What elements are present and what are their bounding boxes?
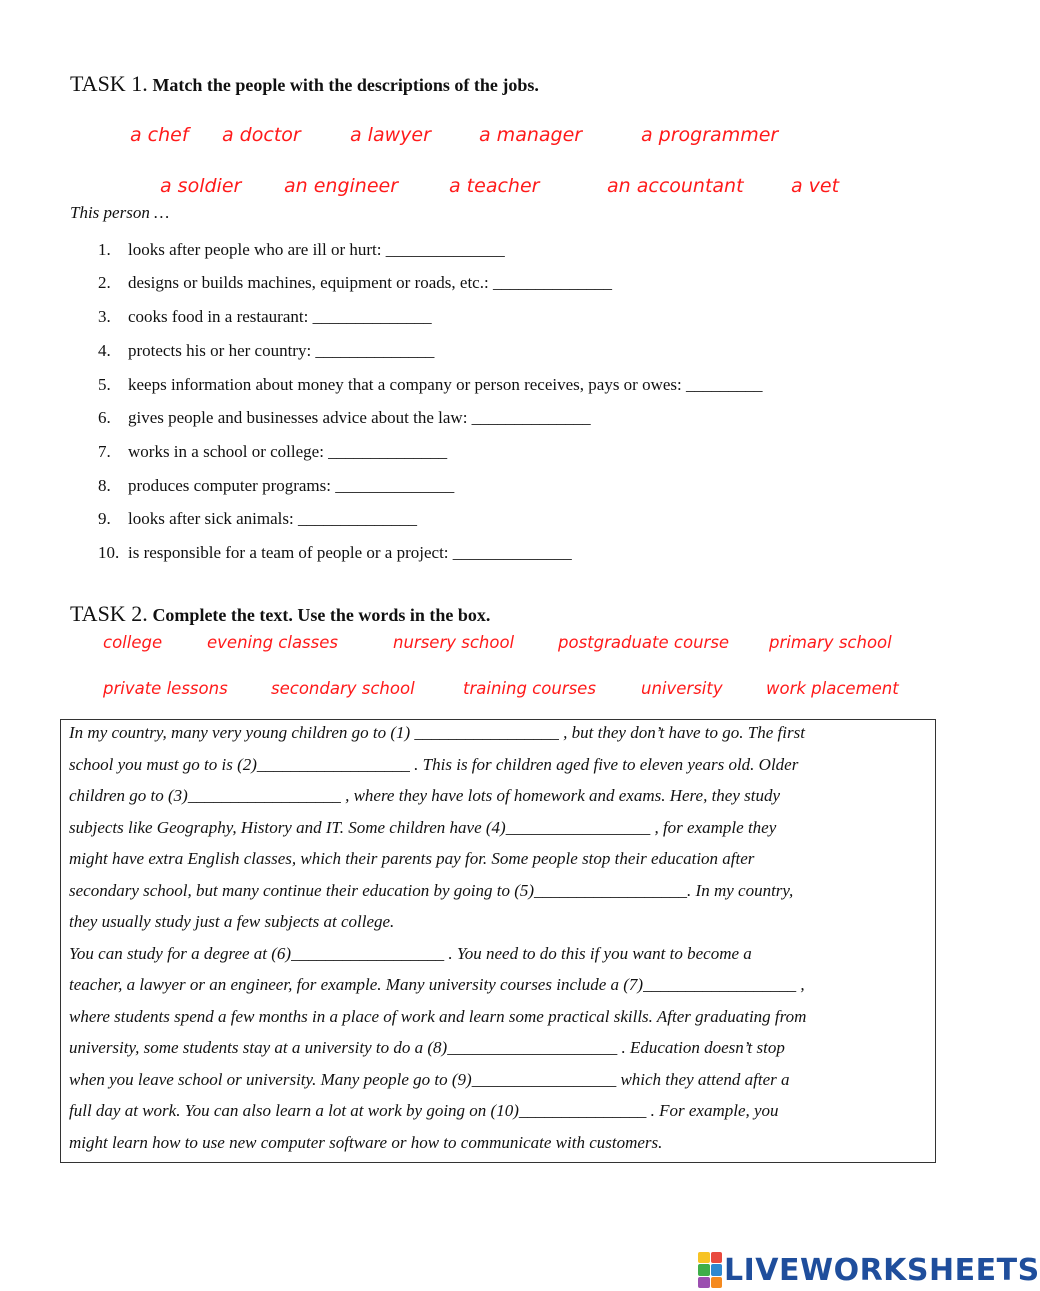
word-bank-item: college (103, 633, 163, 652)
list-item[interactable]: 7. works in a school or college: ______________ (98, 442, 448, 461)
word-bank-item: an accountant (607, 175, 744, 197)
text-line[interactable]: when you leave school or university. Many people go to (9)_________________ which they attend after a (69, 1070, 790, 1089)
text-line[interactable]: school you must go to is (2)__________________ . This is for children aged five to eleven years old. Older (69, 755, 799, 774)
task1-heading (70, 71, 539, 97)
word-bank-item: a programmer (641, 124, 779, 146)
word-bank-item: a teacher (449, 175, 540, 197)
task1-number: TASK 1. (70, 71, 148, 96)
word-bank-item: secondary school (271, 679, 415, 698)
word-bank-item: a vet (791, 175, 840, 197)
list-item[interactable]: 8. produces computer programs: ______________ (98, 476, 455, 495)
word-bank-item: evening classes (207, 633, 338, 652)
text-line: might have extra English classes, which their parents pay for. Some people stop their education after (69, 849, 755, 868)
liveworksheets-logo (698, 1252, 1040, 1288)
list-item[interactable]: 9. looks after sick animals: ______________ (98, 509, 417, 528)
list-item[interactable]: 1. looks after people who are ill or hurt: ______________ (98, 240, 505, 259)
text-line[interactable]: In my country, many very young children go to (1) _________________ , but they don’t have to go. The first (69, 723, 805, 742)
list-item[interactable]: 2. designs or builds machines, equipment or roads, etc.: ______________ (98, 273, 612, 292)
text-line: they usually study just a few subjects at college. (69, 912, 395, 931)
word-bank-item: an engineer (284, 175, 399, 197)
word-bank-item: a lawyer (350, 124, 431, 146)
task2-instruction: Complete the text. Use the words in the box. (152, 605, 491, 625)
text-line[interactable]: You can study for a degree at (6)__________________ . You need to do this if you want to become a (69, 944, 752, 963)
word-bank-item: postgraduate course (558, 633, 730, 652)
word-bank-item: nursery school (393, 633, 515, 652)
text-line[interactable]: teacher, a lawyer or an engineer, for example. Many university courses include a (7)__________________ , (69, 975, 805, 994)
word-bank-item: a manager (479, 124, 583, 146)
word-bank-item: training courses (463, 679, 596, 698)
list-item[interactable]: 3. cooks food in a restaurant: ______________ (98, 307, 432, 326)
task2-number: TASK 2. (70, 601, 148, 626)
logo-icon (698, 1252, 722, 1288)
text-line[interactable]: university, some students stay at a university to do a (8)____________________ . Education doesn’t stop (69, 1038, 785, 1057)
task1-instruction: Match the people with the descriptions of the jobs. (152, 75, 539, 95)
text-line[interactable]: full day at work. You can also learn a lot at work by going on (10)_______________ . For example, you (69, 1101, 779, 1120)
list-item[interactable]: 4. protects his or her country: ______________ (98, 341, 435, 360)
task1-lead: This person … (70, 203, 170, 222)
word-bank-item: work placement (766, 679, 899, 698)
word-bank-item: primary school (769, 633, 892, 652)
word-bank-item: private lessons (103, 679, 228, 698)
list-item[interactable]: 5. keeps information about money that a company or person receives, pays or owes: _________ (98, 375, 763, 394)
list-item[interactable]: 10. is responsible for a team of people or a project: ______________ (98, 543, 572, 562)
task2-heading (70, 601, 490, 627)
text-line: might learn how to use new computer software or how to communicate with customers. (69, 1133, 663, 1152)
text-line[interactable]: subjects like Geography, History and IT. Some children have (4)_________________ , for example they (69, 818, 777, 837)
text-line[interactable]: secondary school, but many continue their education by going to (5)__________________. In my country, (69, 881, 794, 900)
text-line[interactable]: children go to (3)__________________ , where they have lots of homework and exams. Here, they study (69, 786, 781, 805)
word-bank-item: a doctor (222, 124, 301, 146)
word-bank-item: a chef (130, 124, 189, 146)
word-bank-item: a soldier (160, 175, 242, 197)
word-bank-item: university (641, 679, 723, 698)
logo-text: LIVEWORKSHEETS (724, 1252, 1040, 1288)
text-line: where students spend a few months in a place of work and learn some practical skills. After graduating from (69, 1007, 807, 1026)
list-item[interactable]: 6. gives people and businesses advice about the law: ______________ (98, 408, 591, 427)
